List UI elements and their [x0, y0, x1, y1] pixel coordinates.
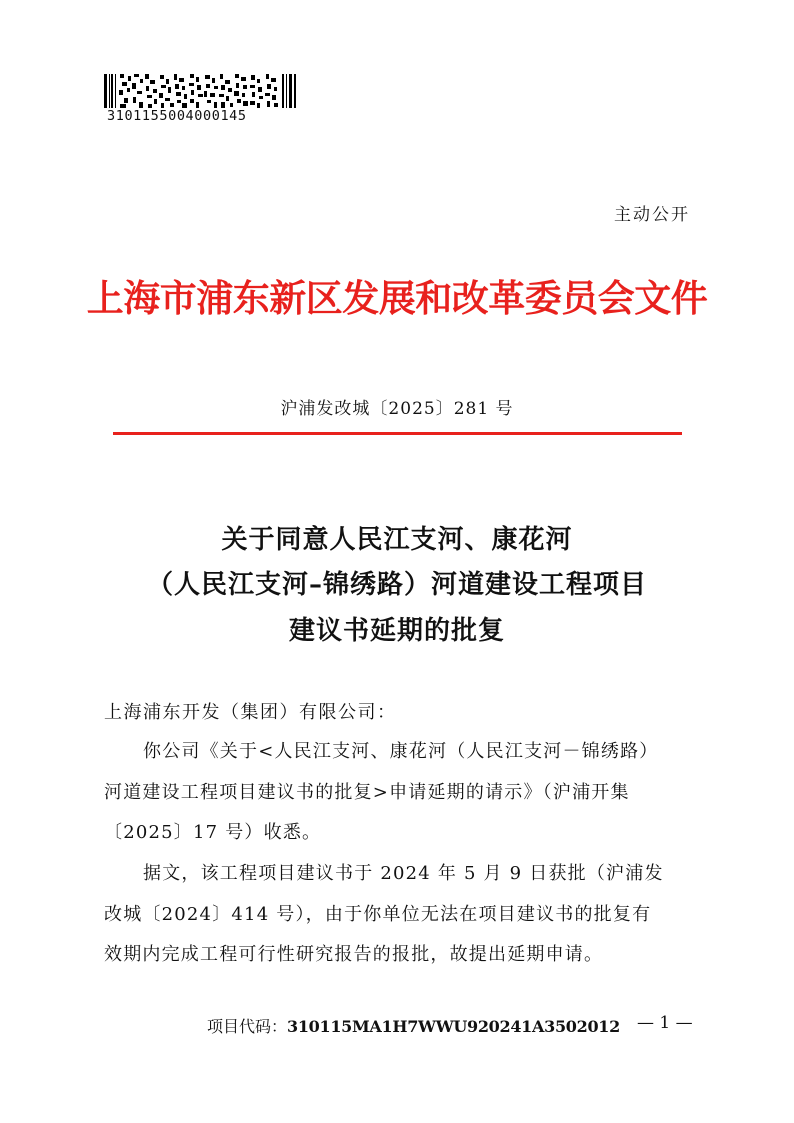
- body-text-line: 你公司《关于<人民江支河、康花河（人民江支河－锦绣路）: [143, 741, 659, 762]
- body-text-line: 改城〔2024〕414 号），由于你单位无法在项目建议书的批复有: [104, 904, 652, 925]
- page-number: — 1 —: [637, 1013, 693, 1033]
- body-text-line: 河道建设工程项目建议书的批复>申请延期的请示》（沪浦开集: [104, 782, 630, 803]
- barcode-number: 3101155004000145: [107, 108, 247, 124]
- document-title-line-3: 建议书延期的批复: [288, 616, 505, 646]
- red-separator-line: [113, 432, 682, 435]
- project-code: [207, 1014, 620, 1037]
- document-number: 沪浦发改城〔2025〕281 号: [280, 399, 514, 419]
- document-title-line-2: （人民江支河–锦绣路）河道建设工程项目: [146, 570, 647, 600]
- masthead-title: 上海市浦东新区发展和改革委员会文件: [86, 276, 708, 320]
- disclosure-label: 主动公开: [614, 205, 690, 225]
- document-title-line-1: 关于同意人民江支河、康花河: [221, 525, 573, 555]
- body-text-line: 效期内完成工程可行性研究报告的报批，故提出延期申请。: [104, 944, 604, 965]
- project-code-value: 310115MA1H7WWU920241A3502012: [287, 1017, 620, 1036]
- body-text-line: 据文，该工程项目建议书于 2024 年 5 月 9 日获批（沪浦发: [143, 863, 664, 884]
- body-text-line: 〔2025〕17 号）收悉。: [104, 822, 322, 843]
- barcode-image: [104, 74, 296, 108]
- project-code-label: 项目代码：: [207, 1017, 288, 1036]
- addressee: 上海浦东开发（集团）有限公司：: [104, 702, 397, 723]
